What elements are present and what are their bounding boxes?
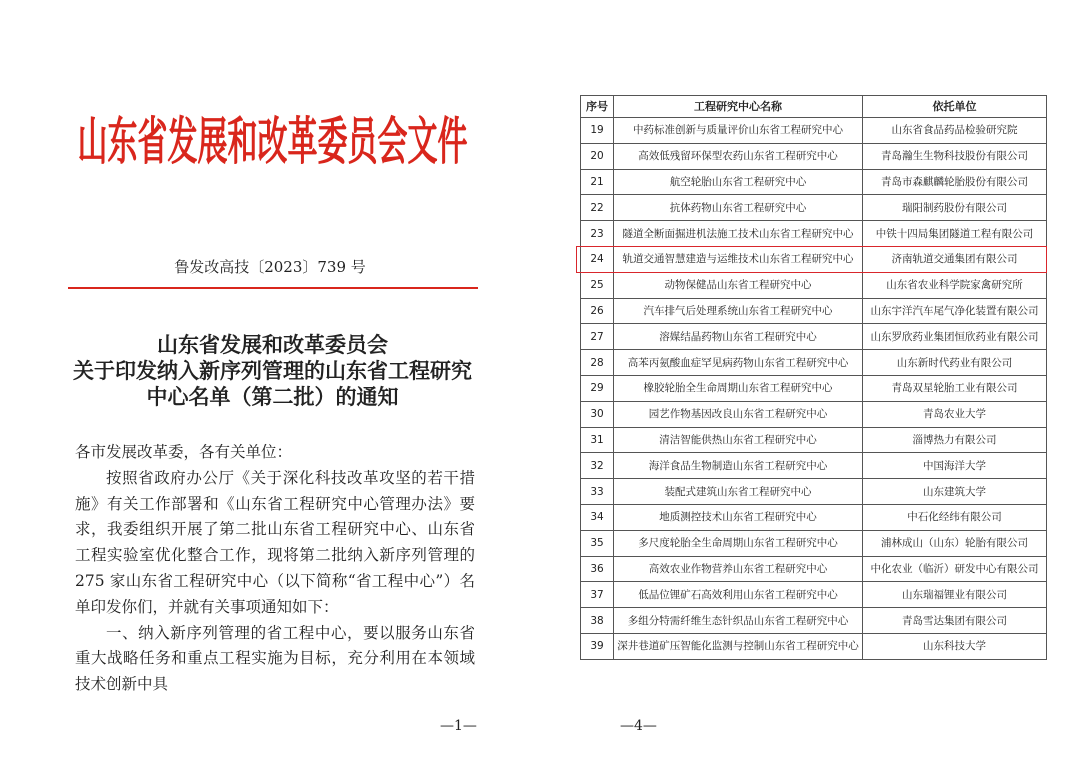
table-row bbox=[581, 427, 1047, 453]
table-row bbox=[581, 582, 1047, 608]
cell-center-name: 低品位锂矿石高效利用山东省工程研究中心 bbox=[614, 582, 863, 608]
cell-unit: 山东建筑大学 bbox=[863, 479, 1047, 505]
cell-unit: 山东宇洋汽车尾气净化装置有限公司 bbox=[863, 298, 1047, 324]
paragraph: 按照省政府办公厅《关于深化科技改革攻坚的若干措施》有关工作部署和《山东省工程研究中心管理办法》要求，我委组织开展了第二批山东省工程研究中心、山东省工程实验室优化整合工作，现将第二批纳入新序列管理的 275 家山东省工程研究中心（以下简称“省工程中心”）名单印发你们，并就有关事项通知如下： bbox=[75, 468, 475, 616]
table-row bbox=[581, 504, 1047, 530]
cell-unit: 中化农业（临沂）研发中心有限公司 bbox=[863, 556, 1047, 582]
notice-body bbox=[75, 440, 475, 698]
table-row bbox=[581, 143, 1047, 169]
cell-seq: 35 bbox=[581, 530, 614, 556]
cell-unit: 瑞阳制药股份有限公司 bbox=[863, 195, 1047, 221]
cell-unit: 济南轨道交通集团有限公司 bbox=[863, 246, 1047, 272]
cell-seq: 28 bbox=[581, 350, 614, 376]
table-row bbox=[581, 633, 1047, 659]
cell-center-name: 清洁智能供热山东省工程研究中心 bbox=[614, 427, 863, 453]
cell-seq: 38 bbox=[581, 608, 614, 634]
cell-seq: 39 bbox=[581, 633, 614, 659]
table-row bbox=[581, 169, 1047, 195]
cell-center-name: 高苯丙氨酸血症罕见病药物山东省工程研究中心 bbox=[614, 350, 863, 376]
table-row bbox=[581, 324, 1047, 350]
cell-center-name: 高效低残留环保型农药山东省工程研究中心 bbox=[614, 143, 863, 169]
table-row bbox=[581, 118, 1047, 144]
cell-center-name: 深井巷道矿压智能化监测与控制山东省工程研究中心 bbox=[614, 633, 863, 659]
cell-seq: 37 bbox=[581, 582, 614, 608]
heading-line: 关于印发纳入新序列管理的山东省工程研究 bbox=[73, 358, 472, 383]
center-list-table bbox=[580, 95, 1047, 660]
table-row bbox=[581, 221, 1047, 247]
cell-center-name: 高效农业作物营养山东省工程研究中心 bbox=[614, 556, 863, 582]
cell-seq: 19 bbox=[581, 118, 614, 144]
table-row bbox=[581, 401, 1047, 427]
table-row bbox=[581, 375, 1047, 401]
header-center-name: 工程研究中心名称 bbox=[614, 96, 863, 118]
cell-center-name: 装配式建筑山东省工程研究中心 bbox=[614, 479, 863, 505]
cell-unit: 青岛农业大学 bbox=[863, 401, 1047, 427]
notice-heading bbox=[55, 332, 490, 410]
cell-unit: 青岛市森麒麟轮胎股份有限公司 bbox=[863, 169, 1047, 195]
page-number: —4— bbox=[620, 718, 657, 734]
cell-center-name: 动物保健品山东省工程研究中心 bbox=[614, 272, 863, 298]
cell-seq: 33 bbox=[581, 479, 614, 505]
cell-seq: 34 bbox=[581, 504, 614, 530]
table-row bbox=[581, 479, 1047, 505]
cell-seq: 29 bbox=[581, 375, 614, 401]
cell-center-name: 海洋食品生物制造山东省工程研究中心 bbox=[614, 453, 863, 479]
cell-seq: 31 bbox=[581, 427, 614, 453]
table-row bbox=[581, 608, 1047, 634]
document-number: 鲁发改高技〔2023〕739 号 bbox=[174, 258, 366, 276]
cell-unit: 青岛瀚生生物科技股份有限公司 bbox=[863, 143, 1047, 169]
cell-seq: 25 bbox=[581, 272, 614, 298]
cell-seq: 36 bbox=[581, 556, 614, 582]
cell-center-name: 橡胶轮胎全生命周期山东省工程研究中心 bbox=[614, 375, 863, 401]
cell-center-name: 多组分特需纤维生态针织品山东省工程研究中心 bbox=[614, 608, 863, 634]
cell-unit: 淄博热力有限公司 bbox=[863, 427, 1047, 453]
table-row bbox=[581, 350, 1047, 376]
table-row bbox=[581, 298, 1047, 324]
cell-center-name: 地质测控技术山东省工程研究中心 bbox=[614, 504, 863, 530]
heading-line: 山东省发展和改革委员会 bbox=[157, 332, 388, 357]
header-seq: 序号 bbox=[581, 96, 614, 118]
cell-unit: 山东新时代药业有限公司 bbox=[863, 350, 1047, 376]
cell-center-name: 多尺度轮胎全生命周期山东省工程研究中心 bbox=[614, 530, 863, 556]
cell-seq: 24 bbox=[581, 246, 614, 272]
cell-center-name: 园艺作物基因改良山东省工程研究中心 bbox=[614, 401, 863, 427]
table-row bbox=[581, 556, 1047, 582]
cell-seq: 30 bbox=[581, 401, 614, 427]
heading-line: 中心名单（第二批）的通知 bbox=[146, 384, 399, 409]
table-row bbox=[581, 453, 1047, 479]
highlight-box bbox=[576, 246, 1047, 273]
cell-unit: 山东罗欣药业集团恒欣药业有限公司 bbox=[863, 324, 1047, 350]
table-row bbox=[581, 195, 1047, 221]
cell-unit: 浦林成山（山东）轮胎有限公司 bbox=[863, 530, 1047, 556]
cell-seq: 26 bbox=[581, 298, 614, 324]
paragraph: 一、纳入新序列管理的省工程中心，要以服务山东省重大战略任务和重点工程实施为目标，充分利用在本领域技术创新中具 bbox=[75, 623, 475, 694]
cell-center-name: 汽车排气后处理系统山东省工程研究中心 bbox=[614, 298, 863, 324]
cell-unit: 中铁十四局集团隧道工程有限公司 bbox=[863, 221, 1047, 247]
table-row bbox=[581, 272, 1047, 298]
header-unit: 依托单位 bbox=[863, 96, 1047, 118]
cell-unit: 中石化经纬有限公司 bbox=[863, 504, 1047, 530]
red-divider bbox=[68, 287, 478, 289]
cell-unit: 山东科技大学 bbox=[863, 633, 1047, 659]
document-title: 山东省发展和改革委员会文件 bbox=[77, 112, 468, 173]
cell-center-name: 抗体药物山东省工程研究中心 bbox=[614, 195, 863, 221]
table-row bbox=[581, 530, 1047, 556]
page-number: —1— bbox=[440, 718, 477, 734]
cell-unit: 山东省食品药品检验研究院 bbox=[863, 118, 1047, 144]
cell-center-name: 溶媒结晶药物山东省工程研究中心 bbox=[614, 324, 863, 350]
cell-seq: 23 bbox=[581, 221, 614, 247]
cell-center-name: 隧道全断面掘进机法施工技术山东省工程研究中心 bbox=[614, 221, 863, 247]
cell-unit: 中国海洋大学 bbox=[863, 453, 1047, 479]
cell-unit: 山东省农业科学院家禽研究所 bbox=[863, 272, 1047, 298]
cell-unit: 青岛雪达集团有限公司 bbox=[863, 608, 1047, 634]
cell-center-name: 航空轮胎山东省工程研究中心 bbox=[614, 169, 863, 195]
right-page bbox=[540, 0, 1080, 764]
cell-seq: 21 bbox=[581, 169, 614, 195]
cell-unit: 山东瑞福锂业有限公司 bbox=[863, 582, 1047, 608]
cell-seq: 27 bbox=[581, 324, 614, 350]
cell-seq: 20 bbox=[581, 143, 614, 169]
cell-center-name: 中药标准创新与质量评价山东省工程研究中心 bbox=[614, 118, 863, 144]
salutation: 各市发展改革委，各有关单位： bbox=[75, 443, 293, 461]
cell-seq: 22 bbox=[581, 195, 614, 221]
cell-unit: 青岛双星轮胎工业有限公司 bbox=[863, 375, 1047, 401]
cell-seq: 32 bbox=[581, 453, 614, 479]
cell-center-name: 轨道交通智慧建造与运维技术山东省工程研究中心 bbox=[614, 246, 863, 272]
